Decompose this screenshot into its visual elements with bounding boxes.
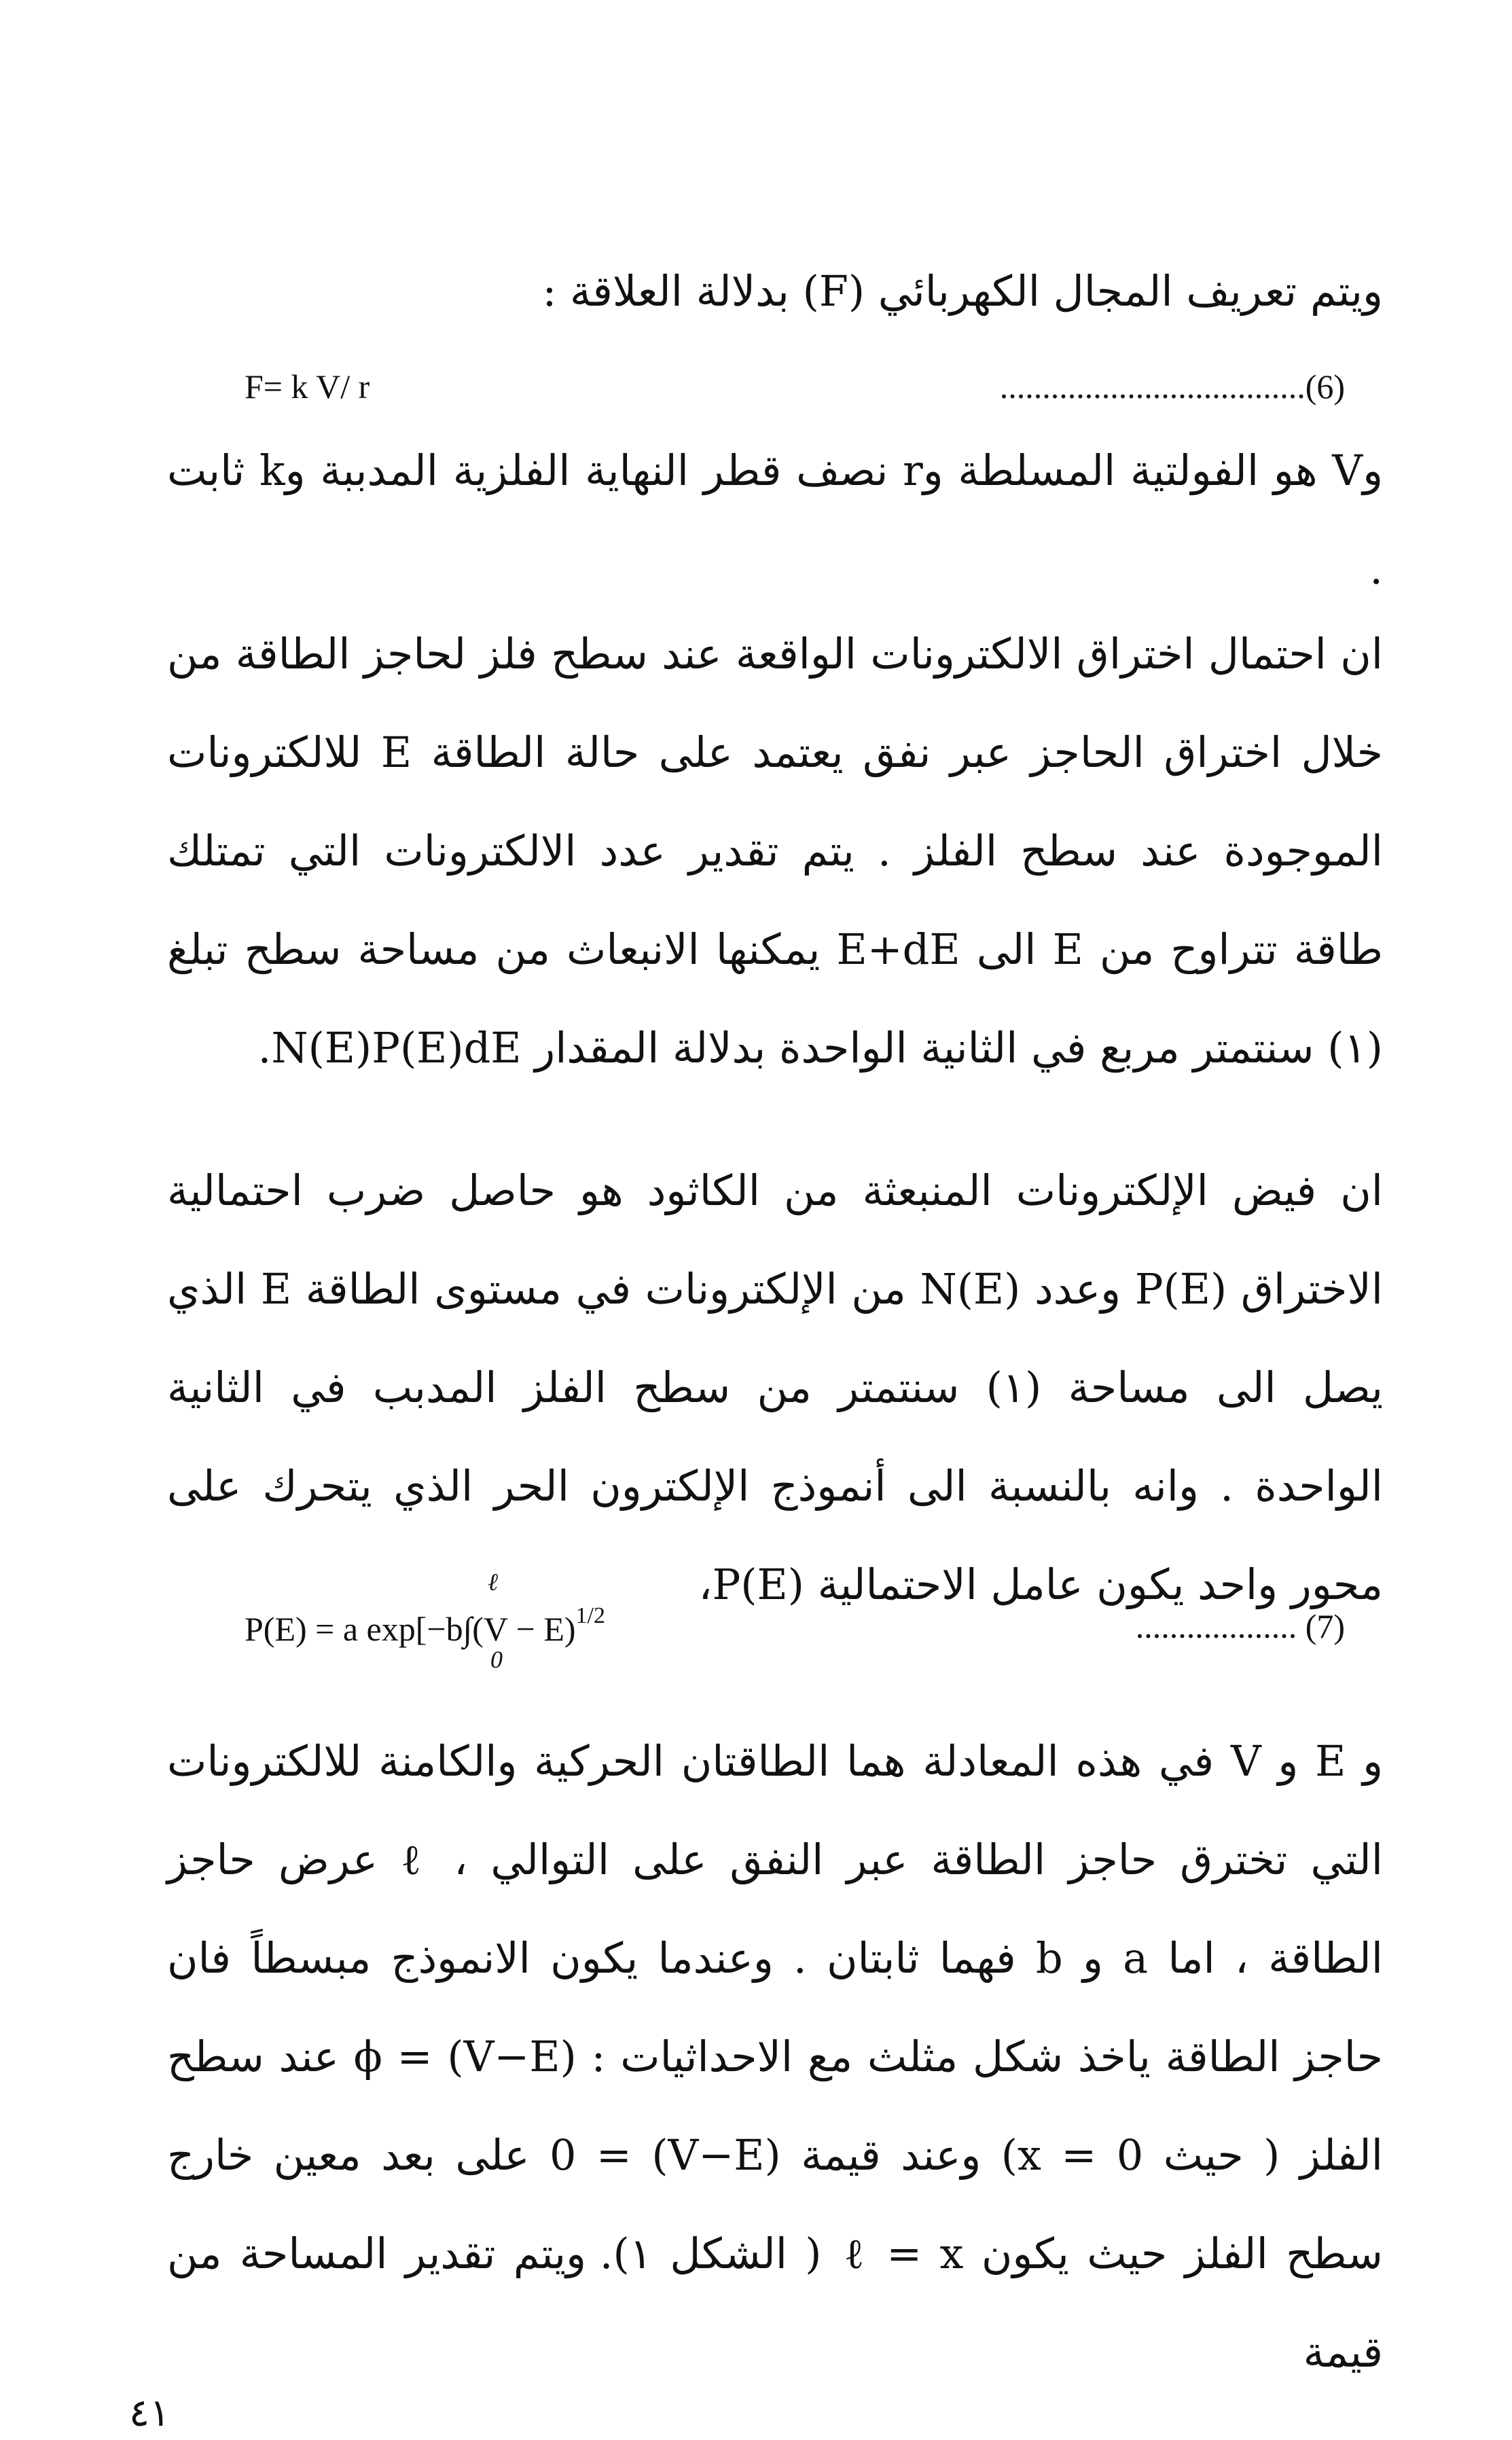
paragraph-variable-definitions: وV هو الفولتية المسلطة وr نصف قطر النهاية الفلزية المدببة وk ثابت . (167, 446, 1384, 594)
equation-7-formula (245, 1568, 605, 1673)
page-number: ٤١ (129, 2391, 170, 2435)
paragraph-intro-field-definition: ويتم تعريف المجال الكهربائي (F) بدلالة العلاقة : (542, 266, 1383, 316)
integral-lower-limit: 0 (490, 1646, 503, 1673)
equation-7 (245, 1568, 1345, 1673)
equation-6-number: ....................................(6) (999, 367, 1345, 406)
equation-6-formula: F= k V/ r (245, 367, 370, 406)
paragraph-tunneling-probability: ان احتمال اختراق الالكترونات الواقعة عند سطح فلز لحاجز الطاقة من خلال اختراق الحاجز عبر نفق يعتمد على حالة الطاقة E للالكترونات الموجودة عند سطح الفلز . يتم تقدير عدد الالكترونات التي تمتلك طاقة تتراوح من E الى E+dE يمكنها الانبعاث من مساحة سطح تبلغ (١) سنتمتر مربع في الثانية الواحدة بدلالة المقدار N(E)P(E)dE. (167, 629, 1383, 1073)
equation-7-exponent: 1/2 (575, 1603, 605, 1628)
paragraph-emission-flux: ان فيض الإلكترونات المنبعثة من الكاثود هو حاصل ضرب احتمالية الاختراق P(E) وعدد N(E) من الإلكترونات في مستوى الطاقة E الذي يصل الى مساحة (١) سنتمتر من سطح الفلز المدبب في الثانية الواحدة . وانه بالنسبة الى أنموذج الإلكترون الحر الذي يتحرك على محور واحد يكون عامل الاحتمالية P(E)، (167, 1166, 1383, 1609)
equation-7-main: P(E) = a exp[−b∫(V − E) (245, 1610, 576, 1648)
equation-6 (245, 367, 1345, 406)
equation-7-number: ................... (7) (1135, 1607, 1345, 1645)
paragraph-barrier-model: و E و V في هذه المعادلة هما الطاقتان الحركية والكامنة للالكترونات التي تخترق حاجز الطاقة عبر النفق على التوالي ، ℓ عرض حاجز الطاقة ، اما a و b فهما ثابتان . وعندما يكون الانموذج مبسطاً فان حاجز الطاقة ياخذ شكل مثلث مع الاحداثيات : (V−E) = ϕ عند سطح الفلز ( حيث x = 0) وعند قيمة (V−E) = 0 على بعد معين خارج سطح الفلز حيث يكون ℓ = x ( الشكل ١). ويتم تقدير المساحة من قيمة (167, 1736, 1384, 2377)
integral-upper-limit: ℓ (488, 1568, 498, 1596)
